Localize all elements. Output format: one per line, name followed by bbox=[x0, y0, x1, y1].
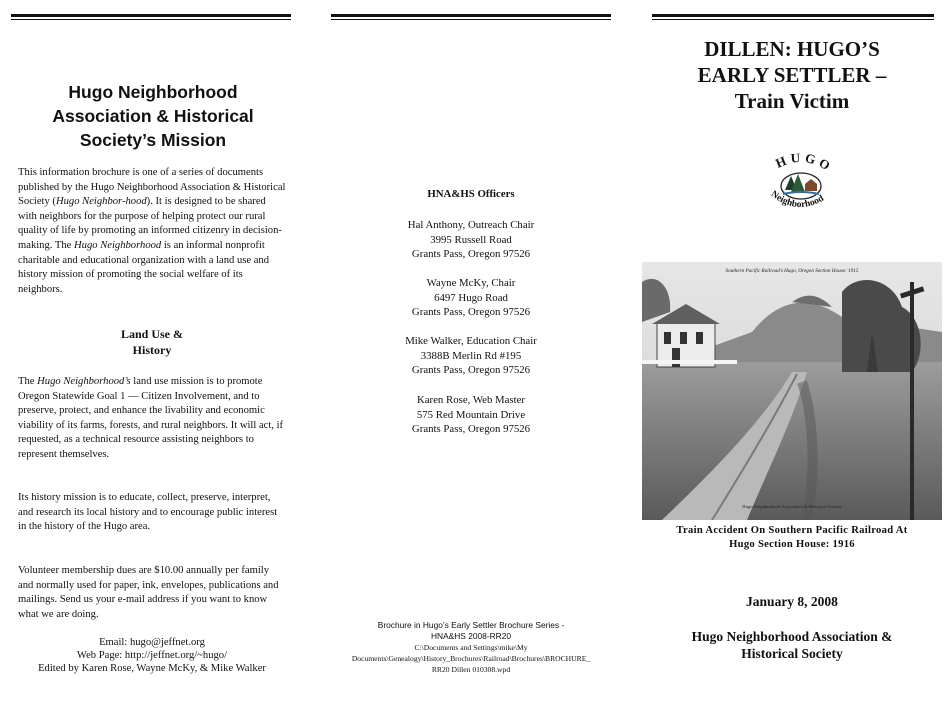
officer-name: Karen Rose, Web Master bbox=[416, 394, 526, 406]
file-path-line: Documents\Genealogy\History_Brochures\Railroad\Brochures\BROCHURE_ bbox=[351, 654, 591, 663]
title-line: EARLY SETTLER – bbox=[697, 63, 887, 87]
land-use-pre: The bbox=[18, 376, 38, 387]
file-path-line: C:\Documents and Settings\mike\My bbox=[414, 643, 528, 652]
photo-caption bbox=[652, 524, 932, 552]
history-paragraph: Its history mission is to educate, collect, preserve, interpret, and research its local history and to encourage public interest in the history of the Hugo area. bbox=[18, 492, 278, 533]
intro-italic-2: Hugo Neighborhood bbox=[74, 239, 162, 251]
officer-city: Grants Pass, Oregon 97526 bbox=[411, 248, 531, 261]
brochure-title bbox=[652, 36, 932, 114]
hugo-neighborhood-logo bbox=[755, 150, 845, 222]
officer-name: Wayne McKy, Chair bbox=[426, 277, 516, 289]
publisher-line: Hugo Neighborhood Association & bbox=[691, 629, 893, 644]
series-note bbox=[330, 620, 612, 675]
land-use-italic: Hugo Neighborhood’s bbox=[37, 376, 131, 387]
officer-street: 3388B Merlin Rd #195 bbox=[420, 349, 522, 362]
land-use-heading bbox=[18, 326, 286, 358]
officer-name: Mike Walker, Education Chair bbox=[405, 335, 537, 347]
file-path-line: RR20 Dillen 010308.wpd bbox=[431, 665, 511, 674]
title-line: DILLEN: HUGO’S bbox=[704, 37, 880, 61]
officer-city: Grants Pass, Oregon 97526 bbox=[411, 364, 531, 377]
officer-city: Grants Pass, Oregon 97526 bbox=[411, 423, 531, 436]
intro-italic-1: Hugo Neighbor-hood bbox=[55, 196, 147, 208]
intro-paragraph bbox=[18, 166, 286, 297]
email-line: Email: hugo@jeffnet.org bbox=[99, 637, 205, 648]
officer-block bbox=[330, 276, 612, 320]
logo-scene-icon bbox=[781, 173, 821, 199]
officer-block bbox=[330, 393, 612, 437]
intro-text-1: This information brochure is one of a series of documents published by the Hugo Neighborhood Association & Historical Society ( bbox=[18, 167, 286, 208]
officer-name: Hal Anthony, Outreach Chair bbox=[407, 219, 535, 231]
officer-street: 6497 Hugo Road bbox=[434, 291, 508, 304]
land-use-heading-line2: History bbox=[132, 343, 172, 357]
mission-title: Hugo Neighborhood Association & Historical Society’s Mission bbox=[52, 82, 254, 150]
land-use-paragraph bbox=[18, 375, 286, 463]
series-line: Brochure in Hugo’s Early Settler Brochure Series - bbox=[377, 620, 565, 630]
publisher-name bbox=[652, 628, 932, 662]
contact-block bbox=[18, 636, 286, 675]
logo-top-word: HUGO bbox=[773, 150, 837, 175]
officers-title: HNA&HS Officers bbox=[427, 188, 515, 200]
caption-line: Hugo Section House: 1916 bbox=[729, 539, 855, 550]
officer-street: 3995 Russell Road bbox=[430, 233, 512, 246]
photo-header-text: Southern Pacific Railroad’s Hugo, Oregon Section House: 1915 bbox=[725, 268, 859, 274]
edited-line: Edited by Karen Rose, Wayne McKy, & Mike Walker bbox=[38, 663, 266, 674]
officer-city: Grants Pass, Oregon 97526 bbox=[411, 306, 531, 319]
intro-text-3: is an informal nonprofit charitable and educational organization with a land use and history mission of promoting the social welfare of its neighbors. bbox=[18, 239, 270, 295]
photo-credit-text: Hugo Neighborhood Association & Historical Society bbox=[742, 504, 842, 509]
top-rule-right bbox=[652, 14, 934, 20]
publisher-line: Historical Society bbox=[741, 646, 843, 661]
intro-text-2: ). It is designed to be shared with neighbors for the purpose of helping protect our rural quality of life by promoting an informed citizenry in decision-making. The bbox=[18, 196, 282, 251]
officer-block bbox=[330, 334, 612, 378]
web-line: Web Page: http://jeffnet.org/~hugo/ bbox=[76, 650, 228, 661]
section-house-photo bbox=[642, 262, 942, 520]
land-use-heading-line1: Land Use & bbox=[120, 327, 183, 341]
land-use-post: land use mission is to promote Oregon Statewide Goal 1 — Citizen Involvement, and to preserve, protect, and enhance the livability and economic viability of its farms, forests, and rural neighbors. It will act, if requested, as a technical resource assisting neighbors to represent themselves. bbox=[18, 376, 284, 460]
officer-block bbox=[330, 218, 612, 262]
caption-line: Train Accident On Southern Pacific Railroad At bbox=[676, 525, 908, 536]
officer-street: 575 Red Mountain Drive bbox=[416, 408, 526, 421]
top-rule-left bbox=[11, 14, 291, 20]
top-rule-middle bbox=[331, 14, 611, 20]
membership-paragraph: Volunteer membership dues are $10.00 annually per family and normally used for paper, ink, envelopes, publications and mailings. Send us your e-mail address if you want to know what we are doing. bbox=[18, 565, 279, 620]
logo-bottom-word: Neighborhood bbox=[768, 189, 826, 211]
publication-date: January 8, 2008 bbox=[746, 594, 838, 609]
series-line: HNA&HS 2008-RR20 bbox=[430, 631, 512, 641]
svg-text:HUGO bbox=[773, 150, 836, 175]
title-line: Train Victim bbox=[734, 89, 850, 113]
